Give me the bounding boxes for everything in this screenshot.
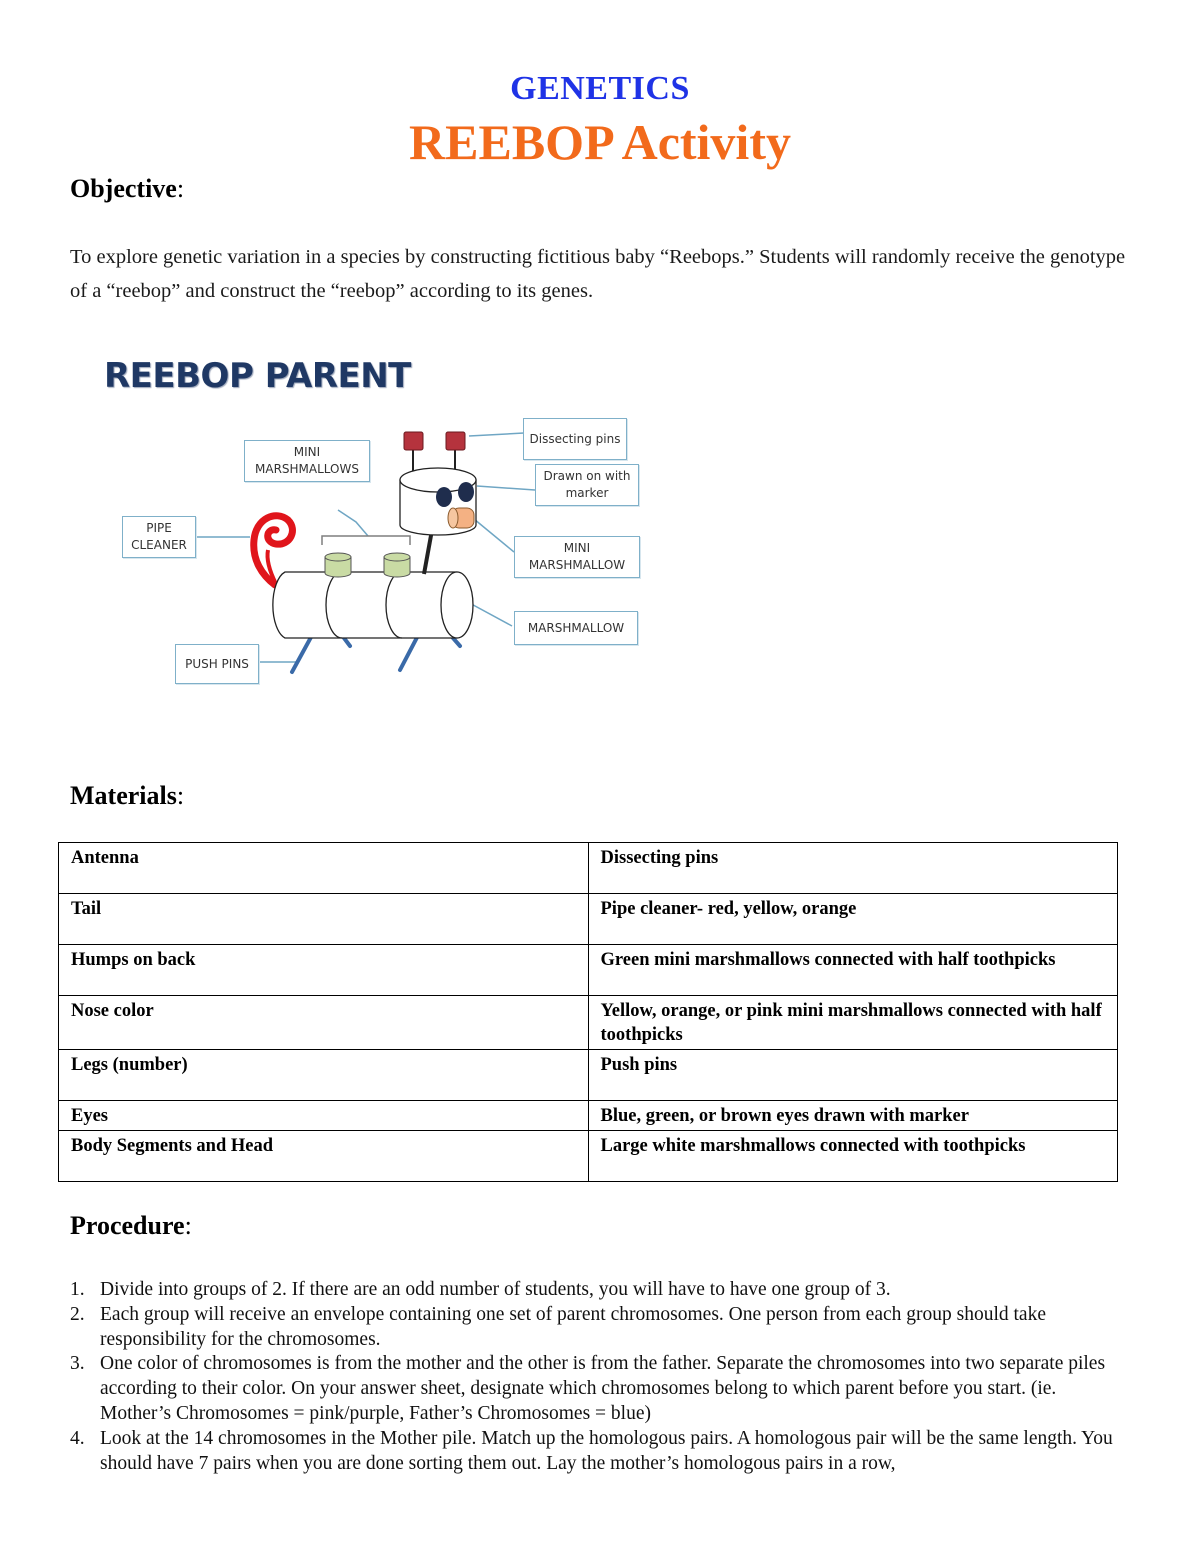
table-row [59, 894, 1118, 945]
label-pipe-cleaner: PIPE CLEANER [122, 516, 196, 558]
antenna-pin-2 [446, 432, 465, 450]
procedure-step-text: Divide into groups of 2. If there are an odd number of students, you will have to have one group of 3. [100, 1279, 891, 1300]
table-cell-part: Legs (number) [59, 1050, 589, 1101]
table-cell-material: Blue, green, or brown eyes drawn with marker [588, 1101, 1118, 1131]
procedure-heading-text: Procedure [70, 1211, 185, 1240]
leader-line-nose [474, 519, 514, 552]
table-cell-material: Large white marshmallows connected with toothpicks [588, 1131, 1118, 1182]
materials-heading-text: Materials [70, 781, 177, 810]
hump-1-top [325, 553, 351, 561]
hump-2-top [384, 553, 410, 561]
body-segments [273, 572, 469, 638]
list-item: 3. One color of chromosomes is from the mother and the other is from the father. Separate the chromosomes into two separate piles according to their color. On your answer sheet, designate which chromosomes belong to which parent before you start. (ie. Mother’s Chromosomes = pink/purple, Father’s Chromosomes = blue) [70, 1353, 1106, 1424]
label-dissecting-pins: Dissecting pins [523, 418, 627, 460]
document-title: GENETICS [510, 70, 690, 107]
objective-text: To explore genetic variation in a species by constructing fictitious baby “Reebops.” Students will randomly receive the genotype of a “reebop” and construct the “reebop” according to its genes. [70, 246, 1126, 302]
table-row [59, 843, 1118, 894]
list-item: 1. Divide into groups of 2. If there are an odd number of students, you will have to have one group of 3. [70, 1279, 891, 1300]
label-mini-marshmallows: MINI MARSHMALLOWS [244, 440, 370, 482]
table-row [59, 1131, 1118, 1182]
nose-end [448, 508, 458, 528]
table-cell-part: Eyes [59, 1101, 589, 1131]
procedure-step-text: Look at the 14 chromosomes in the Mother pile. Match up the homologous pairs. A homologous pair will be the same length. You should have 7 pairs when you are done sorting them out. Lay the mother’s homologous pairs in a row, [100, 1427, 1113, 1474]
label-mini-marshmallow: MINI MARSHMALLOW [514, 536, 640, 578]
materials-heading: Materials: [70, 781, 185, 810]
table-cell-material: Dissecting pins [588, 843, 1118, 894]
table-cell-part: Body Segments and Head [59, 1131, 589, 1182]
body-end [441, 572, 473, 638]
list-item: 2. Each group will receive an envelope containing one set of parent chromosomes. One person from each group should take responsibility for the chromosomes. [70, 1303, 1046, 1350]
antenna-pin-1 [404, 432, 423, 450]
table-cell-material: Yellow, orange, or pink mini marshmallows connected with half toothpicks [588, 996, 1118, 1050]
table-cell-material: Green mini marshmallows connected with half toothpicks [588, 945, 1118, 996]
table-row [59, 1101, 1118, 1131]
table-row [59, 945, 1118, 996]
table-row [59, 1050, 1118, 1101]
procedure-heading: Procedure: [70, 1211, 192, 1240]
eye-right [458, 482, 474, 502]
reebop-parent-figure [0, 340, 1200, 720]
label-marshmallow: MARSHMALLOW [514, 611, 638, 645]
table-cell-part: Nose color [59, 996, 589, 1050]
leader-line-eyes [477, 486, 535, 490]
list-item: 4. Look at the 14 chromosomes in the Mother pile. Match up the homologous pairs. A homologous pair will be the same length. You should have 7 pairs when you are done sorting them out. Lay the mother’s homologous pairs in a row, [70, 1427, 1113, 1474]
objective-heading-text: Objective [70, 174, 177, 203]
document-subtitle: REEBOP Activity [409, 114, 791, 170]
table-cell-part: Antenna [59, 843, 589, 894]
leader-line-pins [469, 433, 524, 436]
eye-left [436, 487, 452, 507]
table-cell-material: Pipe cleaner- red, yellow, orange [588, 894, 1118, 945]
table-cell-part: Humps on back [59, 945, 589, 996]
table-row [59, 996, 1118, 1050]
table-cell-part: Tail [59, 894, 589, 945]
label-push-pins: PUSH PINS [175, 644, 259, 684]
materials-table [58, 842, 1118, 1182]
procedure-step-text: One color of chromosomes is from the mother and the other is from the father. Separate the chromosomes into two separate piles according to their color. On your answer sheet, designate which chromosomes belong to which parent before you start. (ie. Mother’s Chromosomes = pink/purple, Father’s Chromosomes = blue) [100, 1353, 1106, 1424]
figure-title: REEBOP PARENT [104, 356, 411, 396]
bracket-humps [322, 536, 410, 545]
neck-toothpick [424, 530, 432, 574]
table-cell-material: Push pins [588, 1050, 1118, 1101]
leader-line-mini-marshmallows [338, 510, 368, 536]
label-drawn-on-with-marker: Drawn on with marker [535, 464, 639, 506]
procedure-list [70, 1278, 1130, 1476]
procedure-step-text: Each group will receive an envelope containing one set of parent chromosomes. One person from each group should take responsibility for the chromosomes. [100, 1303, 1046, 1350]
objective-heading: Objective: [70, 174, 185, 203]
